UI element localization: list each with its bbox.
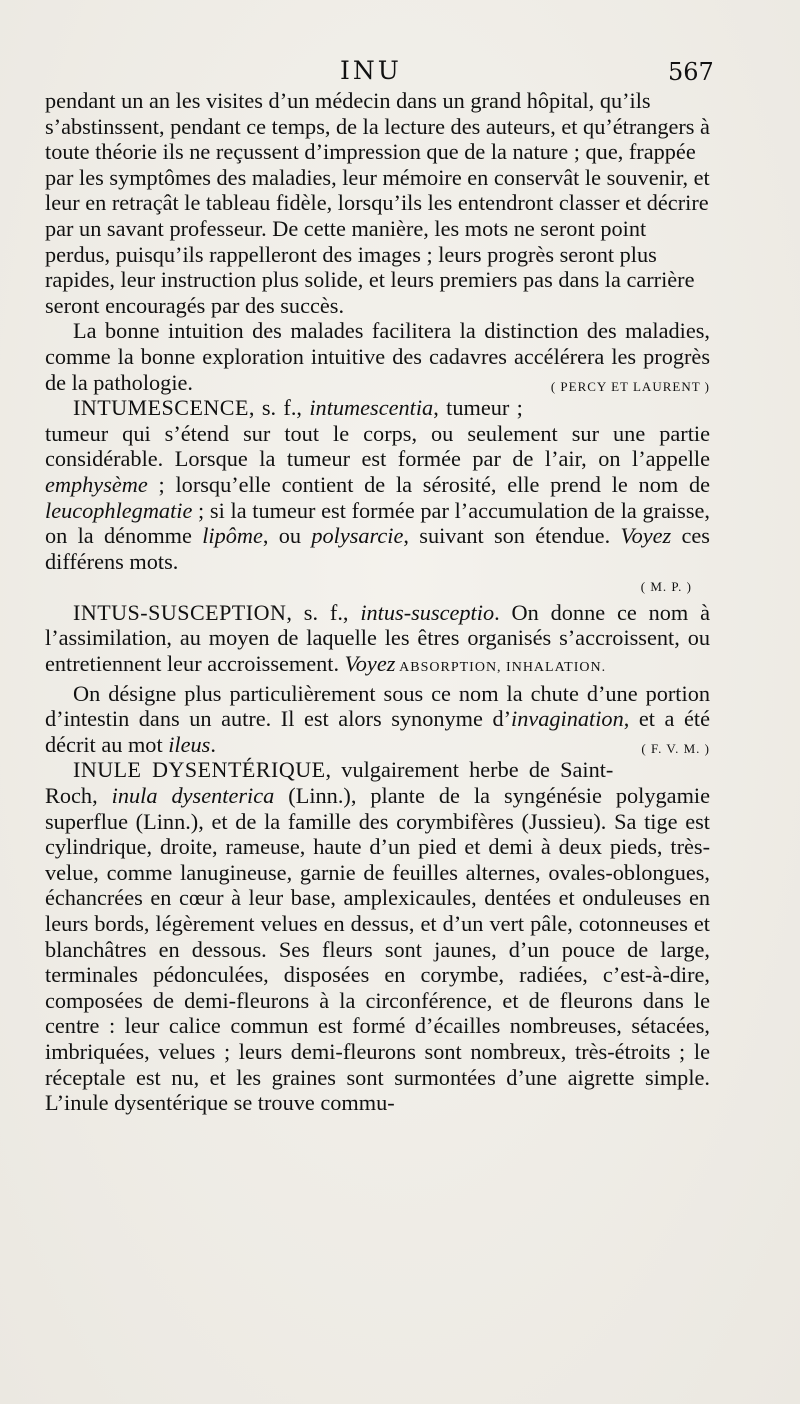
author-signature: ( M. P. ) [640,579,692,595]
entry-term: leucophlegmatie [45,497,193,523]
entry-term: invagination [511,706,624,732]
entry-headword: INULE DYSENTÉRIQUE [73,757,326,783]
entry-text: . On donne ce nom à l’assimilation, au moyen de laquelle les êtres organisés s’accroissent, ou entretiennent leur accroissement. [45,599,711,677]
entry-term: emphysème [45,471,148,497]
entry-text: ; si la tumeur est formée par l’accumulation de la graisse, on la dénomme [45,497,710,549]
entry-latin: intumescentia [309,395,434,421]
voyez-reference: Voyez [344,651,396,677]
paragraph-text: La bonne intuition des malades facilitera la distinction des maladies, comme la bonne exploration intuitive des cadavres accélérera les progrès de la pathologie. [45,318,710,395]
entry-latin: inula dysenterica [111,783,275,809]
entry-grammar: , s. f., [286,599,361,625]
paragraph-intuition [45,318,710,395]
entry-headword: INTUMESCENCE [73,395,249,421]
entry-intus-susception [45,600,710,681]
entry-text: ces différens mots. [45,523,710,574]
running-header [0,56,800,90]
entry-latin: intus-susceptio [360,599,495,625]
page-number: 567 [668,58,714,86]
entry-text: , tumeur ; tumeur qui s’étend sur tout le corps, ou seulement sur une partie considérable. Lorsque la tumeur est formée par de l’air, on l’appelle [45,395,710,472]
running-title: INU [340,56,402,85]
entry-text: On désigne plus particulièrement sous ce nom la chute d’une portion d’intestin dans un autre. Il est alors synonyme d’ [45,680,710,732]
voyez-reference: Voyez [620,523,672,549]
entry-inule-dysenterique [45,757,710,1115]
paragraph-continuation: pendant un an les visites d’un médecin dans un grand hôpital, qu’ils s’abstinssent, pendant ce temps, de la lecture des auteurs, et qu’étrangers à toute théorie ils ne reçussent d’impression que de la nature ; que, frappée par les symptômes des maladies, leur mémoire en conservât le souvenir, et leur en retraçât le tableau fidèle, lorsqu’ils les entendront classer et décrire par un savant professeur. De cette manière, les mots ne seront point perdus, puisqu’ils rappelleront des images ; leurs progrès seront plus rapides, leur instruction plus solide, et leurs premiers pas dans la carrière seront encouragés par des succès. [45,88,710,318]
entry-text: , ou [262,523,312,549]
entry-intumescence [45,395,710,574]
entry-text: ; lorsqu’elle contient de la sérosité, elle prend le nom de [147,471,710,497]
entry-term: polysarcie [311,523,404,549]
cross-reference: ABSORPTION, INHALATION. [395,660,607,676]
author-signature: ( F. V. M. ) [641,740,710,756]
entry-headword: INTUS-SUSCEPTION [73,599,287,625]
entry-text: , vulgairement herbe de Saint-Roch, [45,757,614,809]
entry-term: ileus [168,731,211,757]
entry-intus-susception-para-2 [45,681,710,758]
author-signature: ( PERCY ET LAURENT ) [550,378,710,394]
entry-text: . [210,731,216,757]
entry-grammar: , s. f., [248,395,310,421]
entry-text: , et a été décrit au mot [45,706,710,757]
entry-term: lipôme [202,523,263,549]
entry-text: (Linn.), plante de la syngénésie polygamie superflue (Linn.), et de la famille des corymbifères (Jussieu). Sa tige est cylindrique, droite, rameuse, haute d’un pied et demi à deux pieds, très-velue, comme lanugineuse, garnie de feuilles alternes, ovales-oblongues, échancrées en cœur à leur base, amplexicaules, dentées et onduleuses en leurs bords, légèrement velues en dessus, et d’un vert pâle, cotonneuses et blanchâtres en dessous. Ses fleurs sont jaunes, d’un pouce de large, terminales pédonculées, disposées en corymbe, radiées, c’est-à-dire, composées de demi-fleurons à la circonférence, et de fleurons dans le centre : leur calice commun est formé d’écailles nombreuses, sétacées, imbriquées, velues ; leurs demi-fleurons sont nombreux, très-étroits ; le réceptale est nu, et les graines sont surmontées d’une aigrette simple. L’inule dysentérique se trouve commu- [45,783,711,1116]
entry-text: , suivant son étendue. [403,523,621,549]
body-text [45,88,710,1116]
